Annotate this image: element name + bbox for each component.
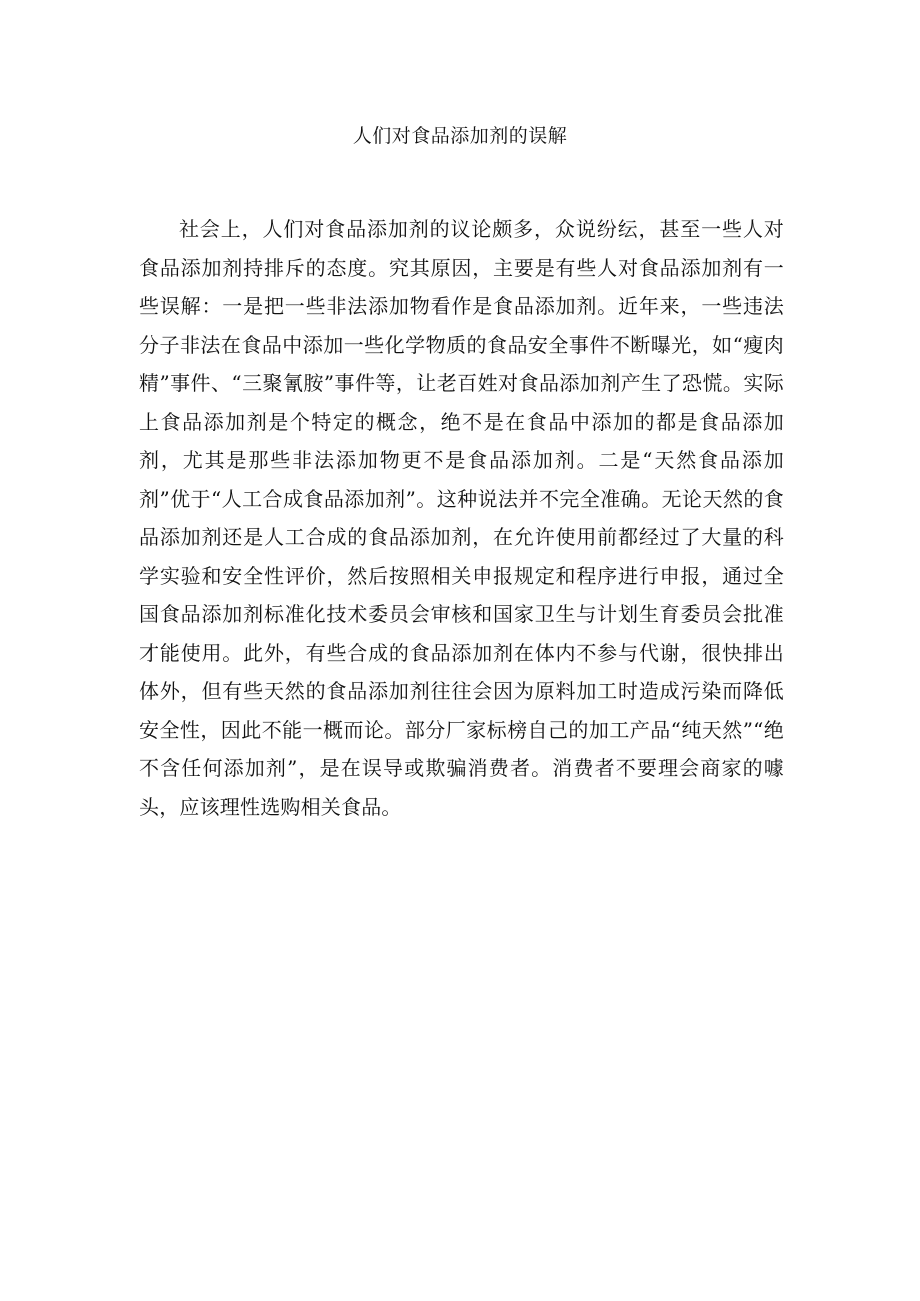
body-paragraph: 社会上，人们对食品添加剂的议论颇多，众说纷纭，甚至一些人对食品添加剂持排斥的态度。究其原因，主要是有些人对食品添加剂有一些误解：一是把一些非法添加物看作是食品添加剂。近年来，一些违法分子非法在食品中添加一些化学物质的食品安全事件不断曝光，如“瘦肉精”事件、“三聚氰胺”事件等，让老百姓对食品添加剂产生了恐慌。实际上食品添加剂是个特定的概念，绝不是在食品中添加的都是食品添加剂，尤其是那些非法添加物更不是食品添加剂。二是“天然食品添加剂”优于“人工合成食品添加剂”。这种说法并不完全准确。无论天然的食品添加剂还是人工合成的食品添加剂，在允许使用前都经过了大量的科学实验和安全性评价，然后按照相关申报规定和程序进行申报，通过全国食品添加剂标准化技术委员会审核和国家卫生与计划生育委员会批准才能使用。此外，有些合成的食品添加剂在体内不参与代谢，很快排出体外，但有些天然的食品添加剂往往会因为原料加工时造成污染而降低安全性，因此不能一概而论。部分厂家标榜自己的加工产品“纯天然”“绝不含任何添加剂”，是在误导或欺骗消费者。消费者不要理会商家的噱头，应该理性选购相关食品。 (139, 217, 784, 819)
document-title: 人们对食品添加剂的误解 (352, 125, 568, 147)
